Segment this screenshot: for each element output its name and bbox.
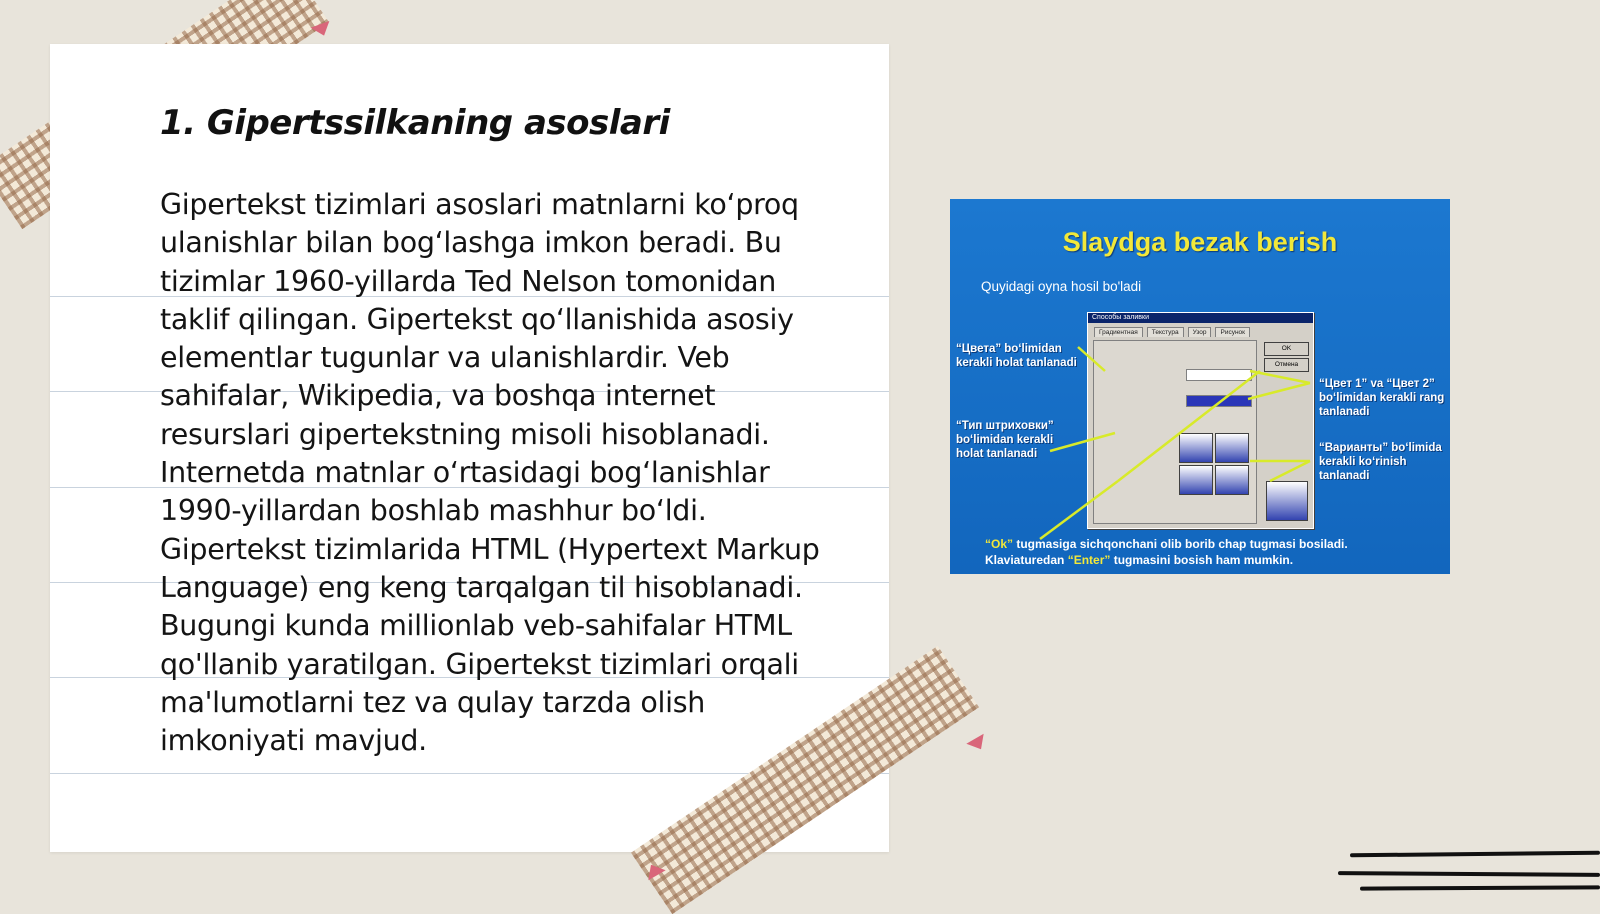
slide-image: [950, 199, 1450, 574]
decorative-scribble: [1350, 851, 1600, 858]
slide-footer-line2: [985, 552, 1435, 568]
slide-title: Slaydga bezak berish: [1062, 227, 1338, 257]
ok-key-label: “Ok”: [985, 537, 1014, 551]
tape-pin-icon: [966, 734, 989, 754]
slide-footer-line1: [985, 536, 1435, 552]
dialog-ok-button: OK: [1264, 342, 1309, 356]
callout-hatch-type: “Тип штриховки” bo‘limidan kerakli holat tanlanadi: [956, 420, 1054, 460]
callout-color12: “Цвет 1” va “Цвет 2” bo‘limidan kerakli rang tanlanadi: [1319, 378, 1445, 418]
footer-text: tugmasiga sichqonchani olib borib chap tugmasi bosiladi.: [1013, 537, 1348, 551]
callout-colors: “Цвета” bo‘limidan kerakli holat tanlanadi: [956, 343, 1077, 369]
page-title: 1. Gipertssilkaning asoslari: [160, 103, 670, 143]
decorative-scribble: [1338, 871, 1600, 877]
footer-text: tugmasini bosish ham mumkin.: [1110, 553, 1294, 567]
decorative-scribble: [1360, 885, 1600, 890]
dialog-tab: Градиентная: [1094, 327, 1143, 337]
dialog-cancel-button: Отмена: [1264, 358, 1309, 372]
footer-text: Klaviaturedan: [985, 553, 1068, 567]
dialog-titlebar: Способы заливки: [1088, 313, 1313, 323]
dialog-tab: Узор: [1188, 327, 1212, 337]
slide-subtitle: Quyidagi oyna hosil bo'ladi: [981, 279, 1142, 294]
body-paragraph: Gipertekst tizimlari asoslari matnlarni ko‘proq ulanishlar bilan bog‘lashga imkon beradi. Bu tizimlar 1960-yillarda Ted Nelson tomonidan taklif qilingan. Gipertekst qo‘llanishida asosiy elementlar tugunlar va ulanishlardir. Veb sahifalar, Wikipedia, va boshqa internet resurslari gipertekstning misoli hisoblanadi. Internetda matnlar o‘rtasidagi bog‘lanishlar 1990-yillardan boshlab mashhur bo‘ldi. Gipertekst tizimlarida HTML (Hypertext Markup Language) eng keng tarqalgan til hisoblanadi. Bugungi kunda millionlab veb-sahifalar HTML qo'llanib yaratilgan. Gipertekst tizimlari orqali ma'lumotlarni tez va qulay tarzda olish imkoniyati mavjud.: [160, 188, 820, 758]
enter-key-label: “Enter”: [1067, 553, 1111, 567]
dialog-tab: Текстура: [1147, 327, 1184, 337]
callout-variants: “Варианты” bo‘limida kerakli ko‘rinish tanlanadi: [1319, 442, 1442, 482]
dialog-tab: Рисунок: [1215, 327, 1250, 337]
slide-footer: [985, 536, 1435, 568]
